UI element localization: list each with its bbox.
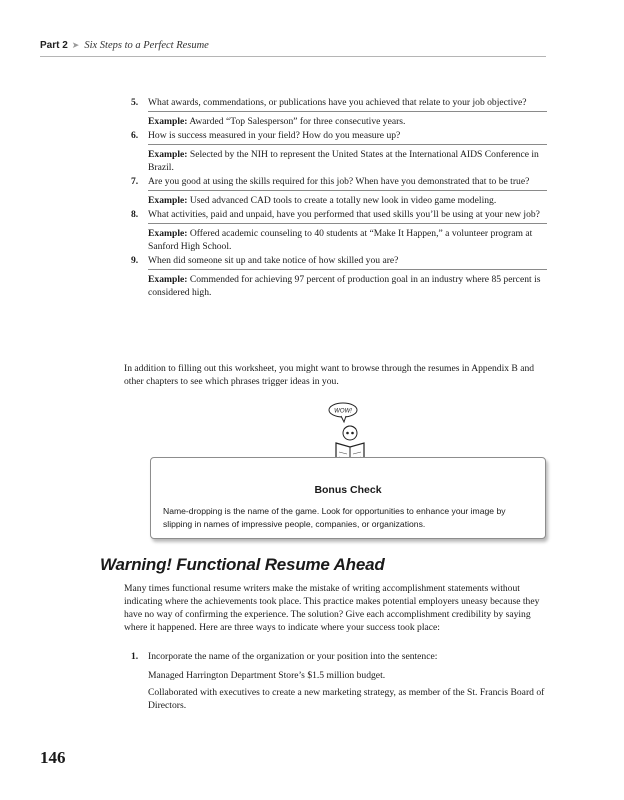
- item-number: 8.: [131, 209, 139, 220]
- example-block: [148, 190, 547, 208]
- list-item: [131, 129, 547, 175]
- item-number: 5.: [131, 97, 139, 108]
- running-header: [40, 40, 546, 57]
- item-number: 6.: [131, 130, 139, 141]
- list-item-text: Incorporate the name of the organization or your position into the sentence:: [148, 651, 438, 662]
- intro-paragraph: In addition to filling out this worksheet, you might want to browse through the resumes in Appendix B and other chapters to see which phrases trigger ideas in you.: [124, 363, 535, 387]
- tips-list: [131, 650, 547, 712]
- question-text: How is success measured in your field? How do you measure up?: [148, 130, 401, 141]
- question-text: Are you good at using the skills required for this job? When have you demonstrated that to be true?: [148, 176, 530, 187]
- example-label: Example:: [148, 149, 188, 160]
- example-line: Managed Harrington Department Store’s $1.5 million budget.: [148, 670, 386, 681]
- question-text: When did someone sit up and take notice of how skilled you are?: [148, 255, 399, 266]
- example-text: Selected by the NIH to represent the United States at the International AIDS Conference in Brazil.: [148, 149, 539, 173]
- list-item: [131, 254, 547, 300]
- list-item: [131, 208, 547, 254]
- chapter-title: Six Steps to a Perfect Resume: [84, 40, 209, 51]
- item-number: 1.: [131, 651, 139, 662]
- example-label: Example:: [148, 228, 188, 239]
- question-list: [131, 96, 547, 300]
- example-block: [148, 111, 547, 129]
- part-label: Part 2: [40, 40, 68, 51]
- example-label: Example:: [148, 195, 188, 206]
- question-text: What activities, paid and unpaid, have you performed that used skills you’ll be using at your new job?: [148, 209, 540, 220]
- icon-speech-text: WOW!: [334, 408, 352, 415]
- list-item: [131, 96, 547, 129]
- sidebar-text: Name-dropping is the name of the game. Look for opportunities to enhance your image by slipping in names of impressive people, companies, or organizations.: [163, 506, 506, 529]
- example-text: Used advanced CAD tools to create a totally new look in video game modeling.: [189, 195, 497, 206]
- example-text: Offered academic counseling to 40 students at “Make It Happen,” a volunteer program at Sanford High School.: [148, 228, 533, 252]
- example-block: [148, 144, 547, 175]
- example-block: [148, 223, 547, 254]
- example-label: Example:: [148, 274, 188, 285]
- page-number: 146: [40, 748, 66, 767]
- example-line: Collaborated with executives to create a new marketing strategy, as member of the St. Francis Board of Directors.: [148, 687, 545, 711]
- example-text: Awarded “Top Salesperson” for three consecutive years.: [189, 116, 406, 127]
- section-body: Many times functional resume writers make the mistake of writing accomplishment statements without indicating where the achievements took place. This practice makes potential employers uneasy because they have no way of confirming the experience. The solution? Give each accomplishment credibility by saying where it happened. Here are three ways to indicate where your success took place:: [124, 583, 540, 633]
- item-number: 9.: [131, 255, 139, 266]
- sidebar-title: Bonus Check: [314, 484, 382, 496]
- list-item: [131, 175, 547, 208]
- example-block: [148, 269, 547, 300]
- question-text: What awards, commendations, or publications have you achieved that relate to your job objective?: [148, 97, 527, 108]
- item-number: 7.: [131, 176, 139, 187]
- example-text: Commended for achieving 97 percent of production goal in an industry where 85 percent is considered high.: [148, 274, 541, 298]
- bonus-check-sidebar: [150, 457, 546, 539]
- arrow-right-icon: ➤: [71, 40, 80, 50]
- example-label: Example:: [148, 116, 188, 127]
- list-item: [131, 650, 547, 665]
- section-heading: Warning! Functional Resume Ahead: [100, 555, 385, 574]
